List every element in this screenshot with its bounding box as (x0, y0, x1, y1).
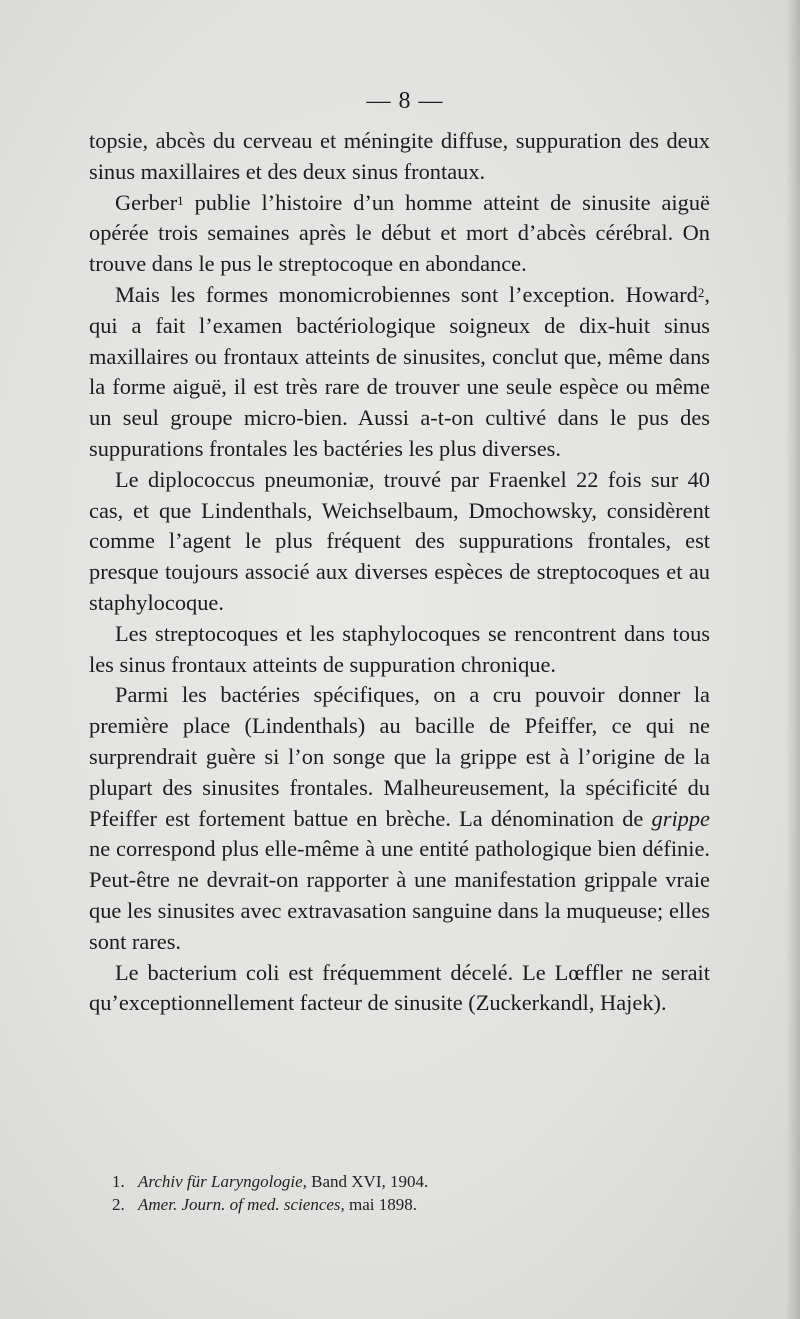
body-text (89, 126, 710, 1019)
paragraph-3 (89, 280, 710, 465)
paragraph-6-text-a: Parmi les bactéries spécifiques, on a cru pouvoir donner la première place (Lindenthals) au bacille de Pfeiffer, ce qui ne surprendrait guère si l’on songe que la grippe est à l’origine de la plupart des sinusites frontales. Malheureusement, la spécificité du Pfeiffer est fortement battue en brèche. La dénomination de (89, 682, 710, 831)
footnote-number: 1. (112, 1172, 125, 1191)
paragraph-6-text-b: ne correspond plus elle-même à une entité pathologique bien définie. Peut-être ne devrait-on rapporter à une manifestation grippale vraie que les sinusites avec extravasation sanguine dans la muqueuse; elles sont rares. (89, 836, 710, 954)
paragraph-6 (89, 680, 710, 957)
footnote-details: Band XVI, 1904. (306, 1172, 429, 1191)
paragraph-4: Le diplococcus pneumoniæ, trouvé par Fraenkel 22 fois sur 40 cas, et que Lindenthals, Weichselbaum, Dmochowsky, considèrent comme l’agent le plus fréquent des suppurations frontales, est presque toujours associé aux diverses espèces de streptocoques et au staphylocoque. (89, 466, 710, 615)
paragraph-1: topsie, abcès du cerveau et méningite diffuse, suppuration des deux sinus maxillaires et des deux sinus frontaux. (89, 128, 710, 184)
footnotes (112, 1170, 672, 1216)
footnote-ref-2: 2 (697, 284, 705, 300)
footnote-number: 2. (112, 1195, 125, 1214)
italic-term-grippe: grippe (651, 805, 710, 831)
footnote-ref-1: 1 (177, 192, 184, 208)
paragraph-5: Les streptocoques et les staphylocoques se rencontrent dans tous les sinus frontaux atteints de suppuration chronique. (89, 620, 710, 677)
paragraph-3-text-b: , qui a fait l’examen bactériologique soigneux de dix-huit sinus maxillaires ou frontaux atteints de sinusites, conclut que, même dans la forme aiguë, il est très rare de trouver une seule espèce ou même un seul groupe micro-bien. Aussi a-t-on cultivé dans le pus des suppurations frontales les bactéries les plus diverses. (89, 281, 710, 461)
footnote-details: mai 1898. (344, 1195, 418, 1214)
footnote-source: Archiv für Laryngologie, (138, 1172, 307, 1191)
paragraph-2 (89, 188, 710, 280)
footnote-1 (112, 1170, 672, 1193)
footnote-source: Amer. Journ. of med. sciences, (138, 1195, 345, 1214)
page-edge-shadow (786, 0, 800, 1319)
paragraph-2-text-b: publie l’histoire d’un homme atteint de sinusite aiguë opérée trois semaines après le début et mort d’abcès cérébral. On trouve dans le pus le streptocoque en abondance. (89, 189, 710, 277)
page-number: — 8 — (366, 88, 444, 114)
footnote-2 (112, 1193, 672, 1216)
paragraph-7: Le bacterium coli est fréquemment décelé. Le Lœffler ne serait qu’exceptionnellement facteur de sinusite (Zuckerkandl, Hajek). (89, 959, 710, 1016)
paragraph-3-text-a: Mais les formes monomicrobiennes sont l’exception. Howard (115, 281, 698, 307)
paragraph-2-text-a: Gerber (115, 189, 178, 215)
